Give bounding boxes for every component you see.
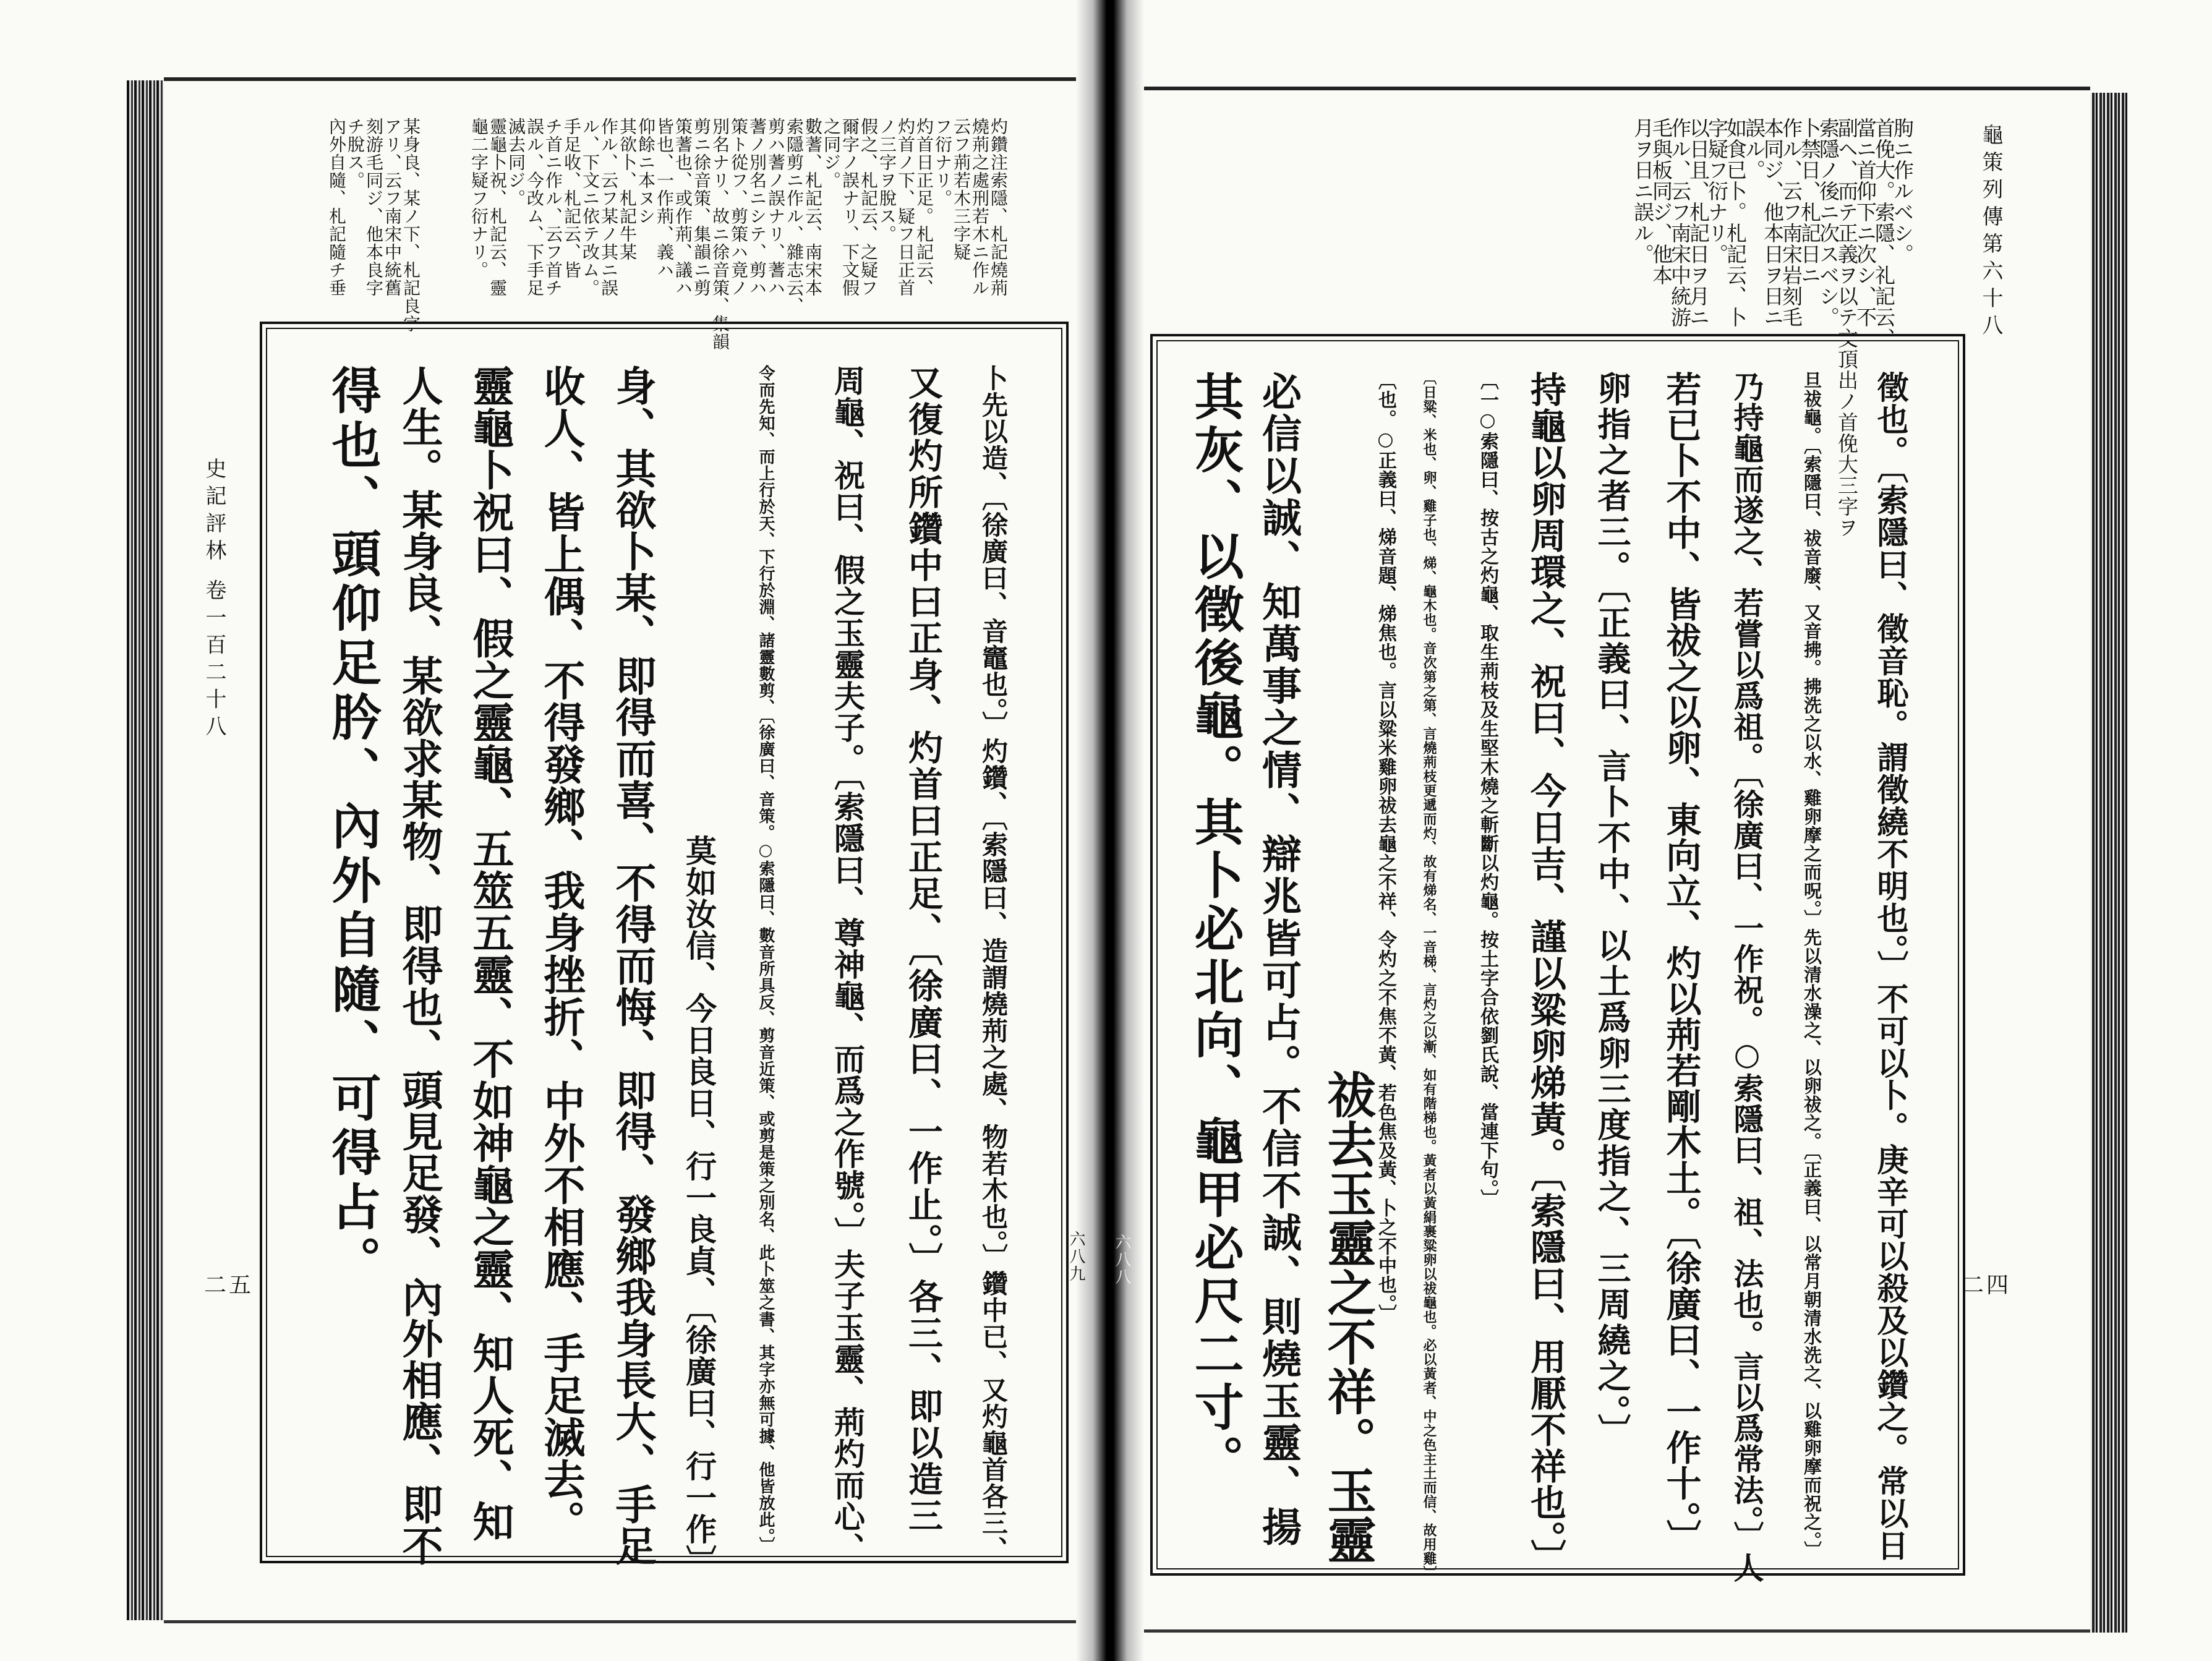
right-note-col: 毛與板同ジ、他本: [1649, 117, 1673, 286]
right-note-col: 朐ニ作ルベシ。: [1890, 117, 1915, 265]
left-note-col: 皆也、一作荊、義ハ: [654, 117, 675, 279]
left-note-col: 龜二字疑フ衍ナリ。: [469, 117, 489, 279]
main-column: 卜先以造、〔徐廣曰、音竈也。〕灼鑽、〔索隱曰、造謂燒荊之處、物若木也。〕鑽中已、又灼龜首各三、: [978, 365, 1009, 1563]
commentary-column: 〔也。○正義曰、焍音題、焍焦也。言以粱米雞卵祓去龜之不祥、令灼之不焦不黃、若色焦及黃、卜之不中也。〕: [1375, 371, 1396, 1323]
right-note-col: 副ヘ、而テ正義ヲ以テ文頂出ノ首俛大三字ヲ: [1835, 117, 1859, 538]
right-note-col: 如食已卜。札記云、卜: [1723, 117, 1748, 328]
left-page-bottom-edge: [164, 1620, 1076, 1623]
right-note-col: 本同ジ、他本日ヲ日ニ: [1761, 117, 1785, 328]
main-column: 莫如汝信、今日良日、行一良貞、〔徐廣曰、行一作〕: [681, 835, 717, 1576]
left-note-col: チ脫ス。: [345, 117, 365, 189]
main-column: 持龜以卵周環之、祝曰、今日吉、謹以粱卵焍黃。〔索隱曰、用厭不祥也。〕: [1524, 371, 1566, 1576]
left-note-col: 手足收、札記云、皆: [562, 117, 582, 279]
left-running-head: 史記評林 卷一百二十八: [202, 458, 226, 743]
left-page-number: 二五: [204, 1273, 254, 1298]
right-note-col: 誤ル。: [1742, 117, 1766, 181]
main-column: 又復灼所鑽中曰正身、灼首曰正足、〔徐廣曰、一作止。〕各三、即以造三: [903, 365, 944, 1534]
main-column: 旦祓龜。〔索隱曰、祓音廢、又音拂。拂洗之以水、雞卵摩之而呪。〕先以清水澡之、以卵祓之。〔正義曰、以常月朝清水洗之、以雞卵摩而祝之。〕: [1801, 371, 1822, 1560]
left-note-col: ル、下文ニ依テ改ム。: [580, 117, 600, 297]
main-column: 祓去玉靈之不祥。玉靈: [1319, 1070, 1377, 1565]
right-gutter-number: 六八八: [1112, 1234, 1131, 1286]
main-column: 人生。某身良、某欲求某物、即得也、頭見足發、內外相應、即不: [395, 365, 443, 1566]
right-note-col: 以日且、札記日ヲ月ニ: [1686, 117, 1710, 328]
left-note-col: 蓍ノ別名ニシテ、剪ハ: [747, 117, 767, 297]
left-note-col: 爾字ノ誤ナリ、下文假: [840, 117, 860, 297]
right-page-number: 二四: [1962, 1273, 2012, 1298]
right-note-col: 字疑フ衍ナリ。: [1705, 117, 1729, 265]
left-note-col: 仰餘ニ本ヌシ: [636, 117, 656, 225]
left-note-col: 刻游毛同ジ、他本良字: [364, 117, 384, 297]
right-note-col: 當ニ首仰下ニ次シ、不: [1853, 117, 1877, 328]
left-note-col: 作ル、云フ某ノ其ニ誤: [599, 117, 619, 297]
right-page-top-edge: [1144, 87, 2090, 90]
left-note-col: 數蓍、札記云、南宋本: [803, 117, 823, 297]
left-note-col: 灼鑽注索隱、札記燒荊: [988, 117, 1009, 297]
main-column: 靈龜卜祝曰、假之靈龜、五筮五靈、不如神龜之靈、知人死、知: [466, 365, 515, 1542]
left-note-col: 云フ荊若木三字疑: [951, 117, 971, 261]
right-note-col: 首俛大。索隱、礼記云、: [1872, 117, 1896, 349]
main-column: 卵指之者三。〔正義曰、言卜不中、以土爲卵三度指之、三周繞之。〕: [1592, 371, 1632, 1450]
left-note-col: 策蓍也、或作荊、議ハ: [673, 117, 693, 297]
book-gutter: [1076, 0, 1144, 1661]
right-note-col: 卜禁日、札記日ニ: [1798, 117, 1822, 286]
left-note-col: 某身良、某ノ下、札記良字: [401, 117, 421, 333]
left-page-edge: [127, 80, 164, 1620]
left-note-col: 滅去同ジ。: [506, 117, 526, 207]
main-column: 必信以誠、知萬事之情、辯兆皆可占。不信不誠、則燒玉靈、揚: [1255, 371, 1302, 1548]
right-page-bottom-edge: [1144, 1629, 2090, 1633]
left-note-col: 策ト從フ、剪策ハ竟ノ: [728, 117, 749, 297]
left-page-top-edge: [164, 77, 1076, 81]
main-column: 乃持龜而遂之、若嘗以爲祖。〔徐廣曰、一作祝。○索隱曰、祖、法也。言以爲常法。〕人: [1729, 371, 1765, 1583]
right-note-col: 作ル、云フ南宋中統游: [1668, 117, 1692, 328]
left-note-col: 假之、札記云、之疑フ: [858, 117, 879, 297]
left-note-col: 剪ハ蓍ノ誤ナリ、蓍ハ: [766, 117, 786, 297]
main-column: 徵也。〔索隱曰、徵音恥。謂徵繞不明也。〕不可以卜。庚辛可以殺及以鑽之。常以日: [1871, 371, 1908, 1561]
right-page-edge: [2090, 93, 2127, 1633]
main-column: 得也、頭仰足肣、內外自隨、可得占。: [323, 365, 382, 1290]
right-note-col: 索隱ノ後ニ次スベシ。: [1816, 117, 1840, 328]
main-column: 收人、皆上偶、不得發鄉、我身挫折、中外不相應、手足滅去。: [537, 365, 586, 1542]
main-column: 周龜、祝曰、假之玉靈夫子。〔索隱曰、尊神龜、而爲之作號。〕夫子玉靈、荊灼而心、: [829, 365, 866, 1564]
main-column: 令而先知、而上行於天、下行於淵、諸靈數剪、〔徐廣曰、音策。○索隱曰、數音所具反、剪音近策、或剪是策之別名、此卜筮之書、其字亦無可據、他皆放此。〕: [756, 365, 775, 1553]
right-note-col: 作ル、云フ南宋岩刻毛: [1779, 117, 1803, 328]
commentary-column: 〔日粱、米也、卵、雞子也、焍、龜木也。音次第之第、言燒荊枝更遞而灼、故有焍名、一音梯、言灼之以漸、如有階梯也。黃者以黃絹裹粱卵以祓龜也。必以黃者、中之色主土而信、故用雞〕: [1421, 371, 1437, 1580]
left-note-col: 別名ナリ、故ニ徐音策、集韻: [710, 117, 730, 351]
right-note-col: 月ヲ日ニ誤ル。: [1631, 117, 1655, 265]
left-note-col: 之同ジ。: [821, 117, 842, 189]
commentary-column: 〔一○索隱曰、按古之灼龜、取生荊枝及生堅木燒之斬斷以灼龜。按土字合依劉氏說、當連下句。〕: [1477, 371, 1498, 1208]
left-note-col: アリ、云フ南宋中統舊: [382, 117, 403, 297]
left-note-col: 其欲卜、札記牛某: [617, 117, 638, 261]
left-note-col: 燒荊之處刑若木ニ作ル: [970, 117, 990, 297]
left-note-col: 灼首ノ下、疑フ日正首: [895, 117, 916, 297]
main-column: 若已卜不中、皆祓之以卵、東向立、灼以荊若剛木土。〔徐廣曰、一作十。〕: [1660, 371, 1702, 1555]
main-column: 其灰、以徵後龜。其卜必北向、龜甲必尺二寸。: [1186, 371, 1244, 1488]
left-note-col: 誤ル、今改ム、下手足: [524, 117, 545, 297]
left-note-col: フ衍ナリ。: [933, 117, 953, 207]
left-note-col: 靈龜卜祝、札記云、靈: [487, 117, 508, 297]
left-note-col: 索隱剪ニ作ル、雜志云、: [784, 117, 805, 315]
left-note-col: ノ三字ヲ脫ス。: [877, 117, 897, 243]
left-note-col: 內外自隨、札記隨チ垂: [327, 117, 347, 297]
right-running-head: 龜策列傳第六十八: [1978, 124, 2003, 341]
left-gutter-number: 六八九: [1067, 1231, 1085, 1283]
left-note-col: 灼首日正足。札記云、: [914, 117, 934, 297]
left-note-col: 剪ニ徐音策、集韻ニ剪: [691, 117, 712, 297]
main-column: 身、其欲卜某、即得而喜、不得而悔、即得、發鄉我身長大、手足: [609, 365, 657, 1566]
left-note-col: チ首ニ作ル、云フ首チ: [543, 117, 563, 297]
